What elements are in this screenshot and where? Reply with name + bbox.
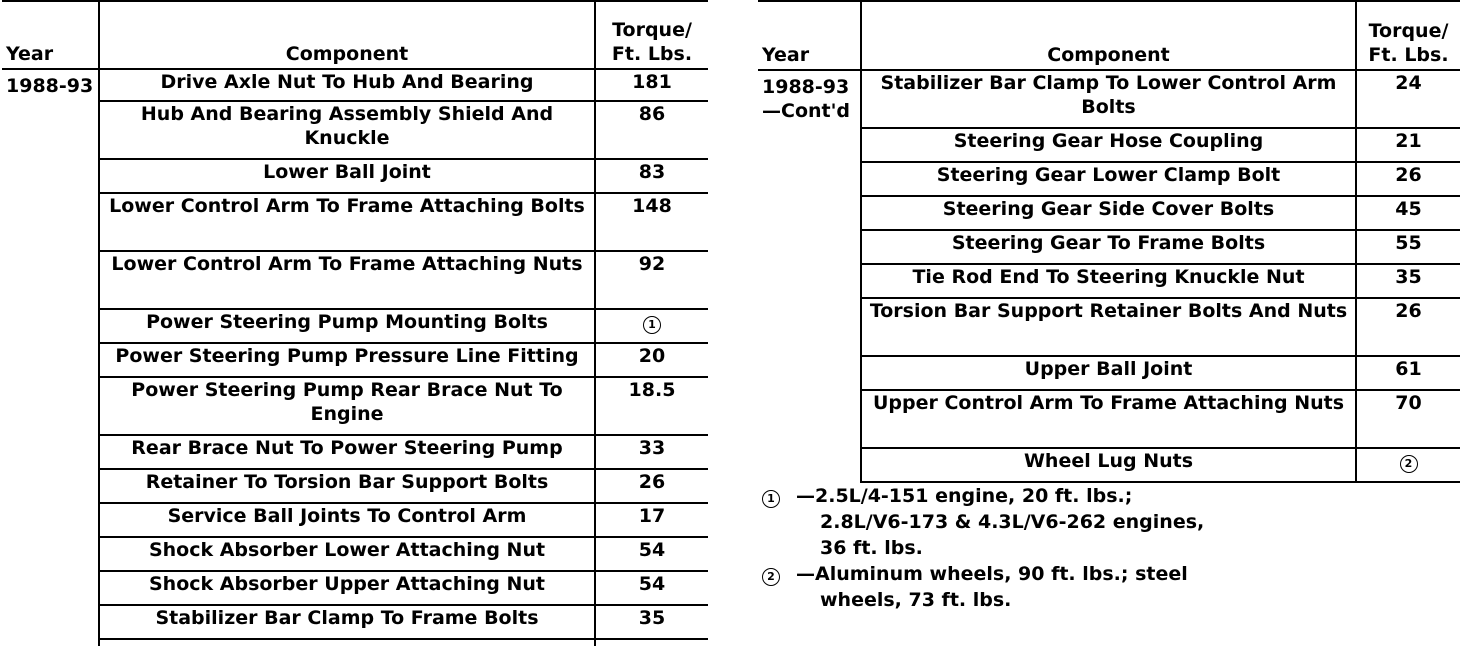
table-row-torque: 148	[595, 193, 708, 251]
table-row-torque: 54	[595, 537, 708, 571]
table-row-torque: 83	[595, 159, 708, 193]
component-header: Component	[861, 1, 1356, 70]
table-row-torque: 26	[595, 469, 708, 503]
table-row-component: Shock Absorber Upper Attaching Nut	[99, 571, 595, 605]
table-row-component: Tie Rod End To Steering Knuckle Nut	[861, 264, 1356, 298]
table-row-component: Stabilizer Bar Clamp To Frame Bolts	[99, 605, 595, 639]
circled-number-icon: 2	[762, 568, 780, 586]
footnotes	[762, 483, 1222, 613]
table-row-torque: 54	[595, 571, 708, 605]
table-row-component: Steering Gear Lower Clamp Bolt	[861, 162, 1356, 196]
table-row-component: Rear Brace Nut To Power Steering Pump	[99, 435, 595, 469]
year-header: Year	[2, 1, 99, 69]
table-row-torque	[595, 309, 708, 343]
year-header: Year	[758, 1, 861, 70]
footnote-line: 36 ft. lbs.	[820, 537, 923, 559]
torque-table-right	[758, 0, 1460, 483]
torque-header: Torque/ Ft. Lbs.	[611, 19, 693, 65]
table-row-torque: 35	[1356, 264, 1460, 298]
table-row-component: Lower Control Arm To Frame Attaching Nuts	[99, 251, 595, 309]
circled-number-icon: 1	[643, 316, 661, 334]
table-row-torque: 33	[595, 435, 708, 469]
table-row-component: Hub And Bearing Assembly Shield And Knuckle	[99, 101, 595, 159]
table-row-component: Steering Gear Hose Coupling	[861, 128, 1356, 162]
table-row-torque: 86	[595, 101, 708, 159]
table-row-torque: 20	[595, 343, 708, 377]
component-header: Component	[99, 1, 595, 69]
table-row-torque: 70	[1356, 390, 1460, 448]
table-row-torque: 92	[595, 251, 708, 309]
footnote	[762, 483, 1222, 561]
footnote	[762, 561, 1222, 613]
table-row-torque: 55	[1356, 230, 1460, 264]
table-row-component: Lower Control Arm To Frame Attaching Bolts	[99, 193, 595, 251]
table-row-torque: 45	[1356, 196, 1460, 230]
year-cell: 1988-93	[2, 69, 99, 646]
circled-number-icon: 2	[1400, 455, 1418, 473]
table-row-component: Stabilizer Bar Clamp To Lower Control Arm Bolts	[861, 70, 1356, 128]
table-row-component: Steering Gear To Frame Bolts	[861, 230, 1356, 264]
table-row-component: Wheel Lug Nuts	[861, 448, 1356, 482]
table-row-component: Upper Ball Joint	[861, 356, 1356, 390]
footnote-marker	[762, 483, 782, 509]
year-cell: 1988-93 —Cont'd	[758, 70, 861, 482]
footnote-line: 2.8L/V6-173 & 4.3L/V6-262 engines,	[820, 511, 1205, 533]
table-row-torque: 21	[1356, 128, 1460, 162]
table-row-component: Service Ball Joints To Control Arm	[99, 503, 595, 537]
table-row-component: Power Steering Pump Rear Brace Nut To Engine	[99, 377, 595, 435]
table-row-component: Upper Control Arm To Frame Attaching Nuts	[861, 390, 1356, 448]
torque-header: Torque/ Ft. Lbs.	[1368, 20, 1449, 66]
table-row-component: Power Steering Pump Pressure Line Fitting	[99, 343, 595, 377]
table-row-component: Steering Gear Side Cover Bolts	[861, 196, 1356, 230]
table-row-torque	[1356, 448, 1460, 482]
table-row-torque: 61	[1356, 356, 1460, 390]
table-row-torque: 181	[595, 69, 708, 101]
table-row-component: Power Steering Pump Mounting Bolts	[99, 309, 595, 343]
circled-number-icon: 1	[762, 490, 780, 508]
table-row-component: Retainer To Torsion Bar Support Bolts	[99, 469, 595, 503]
table-row-torque: 35	[595, 605, 708, 639]
footnote-line: —Aluminum wheels, 90 ft. lbs.; steel	[796, 563, 1188, 585]
table-row-torque: 26	[1356, 162, 1460, 196]
footnote-line: wheels, 73 ft. lbs.	[820, 589, 1012, 611]
table-row-component: Lower Ball Joint	[99, 159, 595, 193]
table-row-component: Torsion Bar Support Retainer Bolts And Nuts	[861, 298, 1356, 356]
torque-table-left	[2, 0, 708, 646]
table-row-component: Drive Axle Nut To Hub And Bearing	[99, 69, 595, 101]
table-row-torque: 18.5	[595, 377, 708, 435]
footnote-marker	[762, 561, 782, 587]
table-row-torque: 17	[595, 503, 708, 537]
footnote-line: —2.5L/4-151 engine, 20 ft. lbs.;	[796, 485, 1133, 507]
table-row-torque: 24	[1356, 70, 1460, 128]
table-row-component: Shock Absorber Lower Attaching Nut	[99, 537, 595, 571]
table-row-torque: 26	[1356, 298, 1460, 356]
